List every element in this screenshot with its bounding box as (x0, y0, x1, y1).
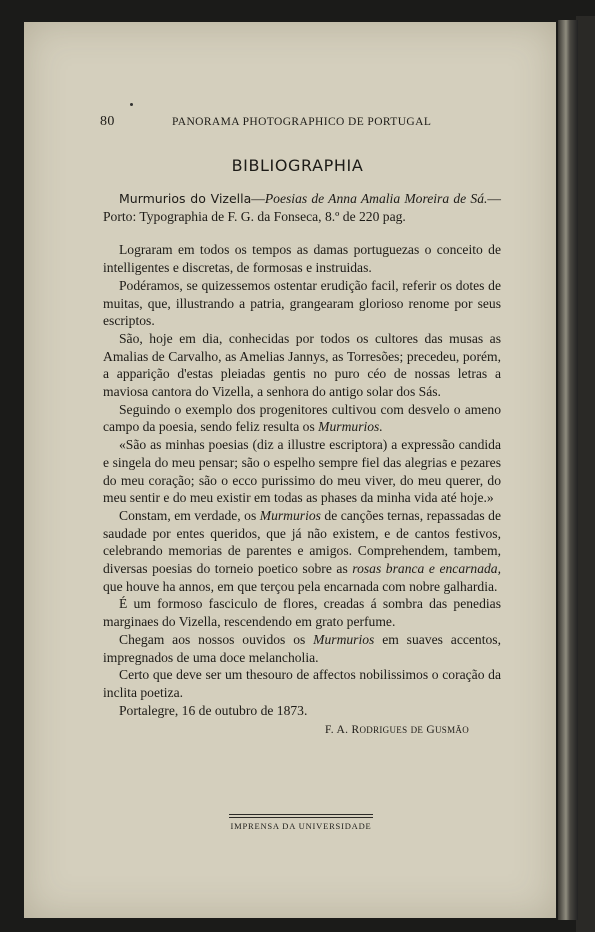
p6-a: Constam, em verdade, os (119, 507, 260, 523)
paragraph-5-quote: «São as minhas poesias (diz a illustre escriptora) a expressão candida e singela do meu pensar; são o espelho sempre fiel das alegrias e pezares do meu coração; são o ecco purissimo do meu viver, do meu querer, do meu sentir e do meu existir em todas as phases da minha vida até hoje.» (103, 437, 501, 506)
signature (103, 722, 501, 740)
sig-g: G (426, 724, 435, 737)
print-speck (130, 103, 133, 106)
sig-usmao: USMÃO (434, 725, 469, 736)
imprint: IMPRENSA DA UNIVERSIDADE (230, 821, 372, 831)
bibliographic-reference (103, 190, 501, 225)
p8-a: Chegam aos nossos ouvidos os (119, 631, 314, 647)
paragraph-4 (103, 401, 501, 436)
paragraph-7: É um formoso fasciculo de flores, creadas á sombra das penedias marginaes do Vizella, rescendendo em grato perfume. (103, 596, 501, 630)
paragraph-9: Certo que deve ser um thesouro de affectos nobilissimos o coração da inclita poetiza. (103, 667, 501, 700)
background-right-strip (576, 16, 595, 932)
p6-e: que houve ha annos, em que terçou pela encarnada com nobre galhardia. (103, 578, 498, 594)
paragraph-8 (103, 631, 501, 666)
sig-odrigues: ODRIGUES (359, 725, 408, 736)
p8-b: Murmurios (313, 631, 375, 647)
imprint-rule-bottom (229, 817, 373, 818)
page-fold-edge (558, 20, 578, 920)
work-subtitle: Poesias de Anna Amalia Moreira de Sá. (264, 191, 488, 206)
article-body (103, 190, 501, 740)
paragraph-3: São, hoje em dia, conhecidas por todos os cultores das musas as Amalias de Carvalho, as Amelias Jannys, as Torresões; precedeu, porém, a apparição d'estas pleiadas gentis no puro céo de nossas letras a maviosa cantora do Vizella, a senhora do antigo solar dos Sás. (103, 330, 501, 400)
p6-d: rosas branca e encarnada, (352, 561, 501, 577)
p6-b: Murmurios (259, 507, 321, 523)
paragraph-6 (103, 507, 501, 596)
paragraph-1: Lograram em todos os tempos as damas portuguezas o conceito de intelligentes e discretas, de formosas e instruidas. (103, 242, 501, 276)
section-title: BIBLIOGRAPHIA (231, 156, 364, 175)
paragraph-4-italic: Murmurios. (318, 419, 383, 435)
running-title: PANORAMA PHOTOGRAPHICO DE PORTUGAL (172, 116, 432, 128)
sig-r: R (351, 724, 360, 737)
paragraph-4-text: Seguindo o exemplo dos progenitores cultivou com desvelo o ameno campo da poesia, sendo feliz resulta os (103, 401, 501, 435)
publisher-info: —Porto: Typographia de F. G. da Fonseca, 8.º de 220 pag. (103, 191, 501, 224)
paragraph-2: Podéramos, se quizessemos ostentar erudição facil, referir os dotes de muitas, que, illustrando a patria, grangearam glorioso renome por seus escriptos. (103, 277, 501, 329)
work-title: Murmurios do Vizella (119, 191, 252, 206)
p6-c: de canções ternas, repassadas de saudade por entes queridos, que já não existem, e de cantos festivos, celebrando memorias de parentes e amigos. Comprehendem, tambem, diversas poesias do torneio poetico sobre as (103, 507, 501, 577)
sig-initials: F. A. (325, 724, 349, 737)
p8-c: em suaves accentos, impregnados de uma doce melancholia. (103, 631, 501, 665)
dateline: Portalegre, 16 de outubro de 1873. (119, 702, 308, 718)
sig-de: DE (410, 725, 424, 736)
page-number: 80 (100, 114, 115, 129)
imprint-rule-top (229, 814, 373, 815)
reference-dash: — (251, 191, 265, 206)
